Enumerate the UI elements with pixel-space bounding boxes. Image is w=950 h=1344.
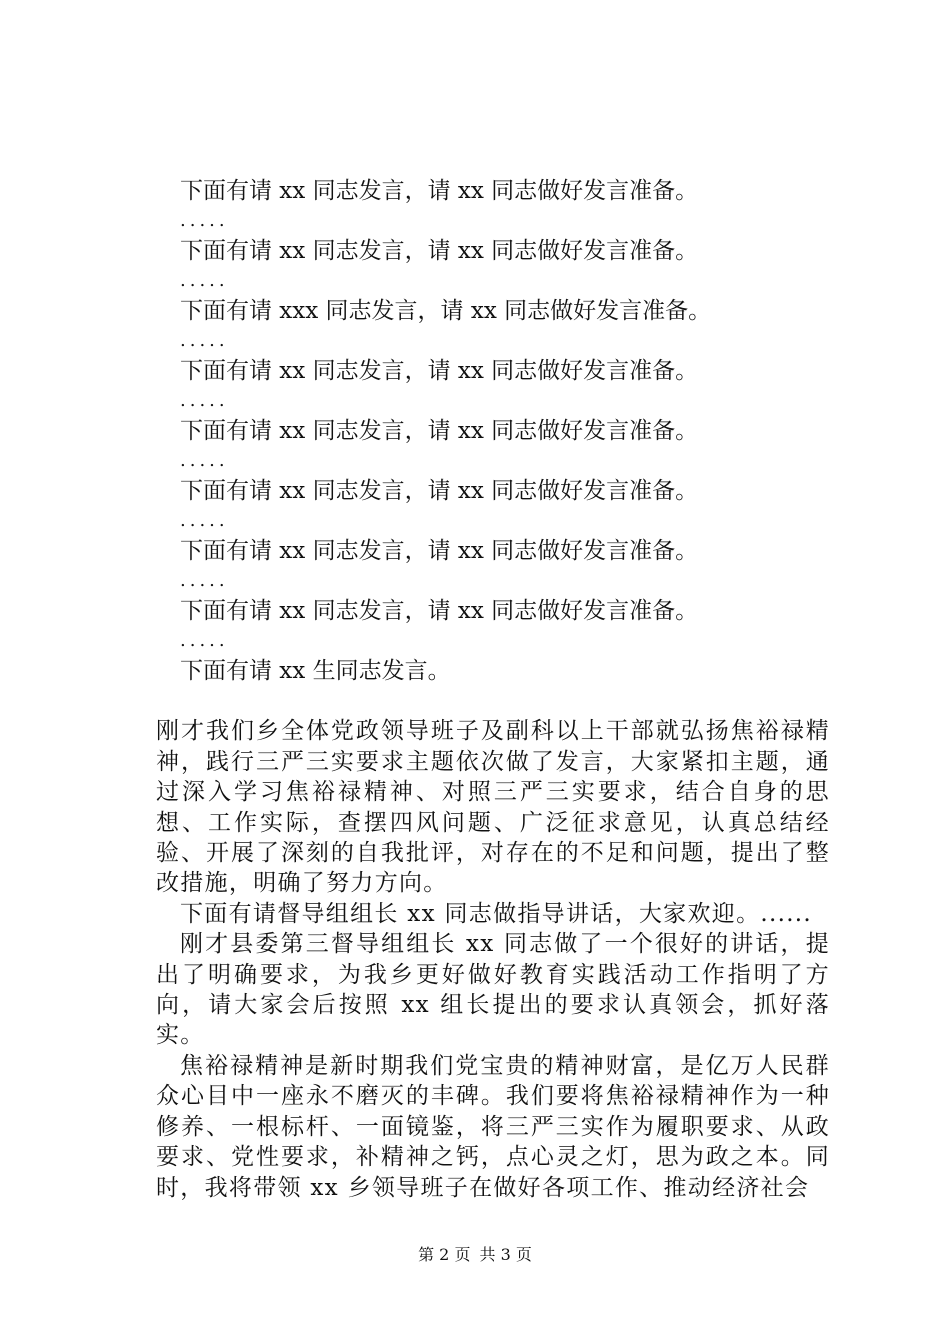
document-body — [156, 176, 830, 1203]
call-line: 下面有请 xx 同志发言，请 xx 同志做好发言准备。 — [180, 478, 699, 504]
call-line: 下面有请 xx 同志发言，请 xx 同志做好发言准备。 — [180, 238, 699, 264]
ellipsis-line: ..... — [180, 630, 229, 651]
call-line: 下面有请 xx 同志发言，请 xx 同志做好发言准备。 — [180, 418, 699, 444]
ellipsis-line: ..... — [180, 390, 229, 411]
ellipsis-line: ..... — [180, 510, 229, 531]
call-line: 下面有请 xx 同志发言，请 xx 同志做好发言准备。 — [180, 358, 699, 384]
ellipsis-line: ..... — [180, 330, 229, 351]
page-number: 第 2 页 — [418, 1245, 471, 1264]
call-line: 下面有请 xx 同志发言，请 xx 同志做好发言准备。 — [180, 598, 699, 624]
page-total: 共 3 页 — [479, 1245, 532, 1264]
body-paragraph — [156, 686, 830, 899]
paragraph-text: 下面有请督导组组长 xx 同志做指导讲话，大家欢迎。...... — [180, 900, 813, 927]
ellipsis-line: ..... — [180, 570, 229, 591]
paragraph-text: 刚才我们乡全体党政领导班子及副科以上干部就弘扬焦裕禄精神，践行三严三实要求主题依次做了发言，大家紧扣主题，通过深入学习焦裕禄精神、对照三严三实要求，结合自身的思想、工作实际，查摆四风问题、广泛征求意见，认真总结经验、开展了深刻的自我批评，对存在的不足和问题，提出了整改措施，明确了努力方向。 — [156, 718, 830, 897]
body-paragraph — [180, 899, 830, 929]
ellipsis-line: ..... — [180, 210, 229, 231]
paragraph-text: 刚才县委第三督导组组长 xx 同志做了一个很好的讲话，提出了明确要求，为我乡更好做好教育实践活动工作指明了方向，请大家会后按照 xx 组长提出的要求认真领会，抓好落实。 — [156, 931, 830, 1049]
page-footer — [0, 1244, 950, 1266]
final-call-line: 下面有请 xx 生同志发言。 — [180, 658, 451, 684]
paragraph-text: 焦裕禄精神是新时期我们党宝贵的精神财富，是亿万人民群众心目中一座永不磨灭的丰碑。我们要将焦裕禄精神作为一种修养、一根标杆、一面镜鉴，将三严三实作为履职要求、从政要求、党性要求，补精神之钙，点心灵之灯，思为政之本。同时，我将带领 xx 乡领导班子在做好各项工作、推动经济社会 — [156, 1052, 830, 1201]
ellipsis-line: ..... — [180, 270, 229, 291]
call-line: 下面有请 xxx 同志发言，请 xx 同志做好发言准备。 — [180, 298, 712, 324]
call-line: 下面有请 xx 同志发言，请 xx 同志做好发言准备。 — [180, 538, 699, 564]
call-line: 下面有请 xx 同志发言，请 xx 同志做好发言准备。 — [180, 178, 699, 204]
body-paragraph — [156, 929, 830, 1051]
body-paragraph — [156, 1051, 830, 1203]
ellipsis-line: ..... — [180, 450, 229, 471]
